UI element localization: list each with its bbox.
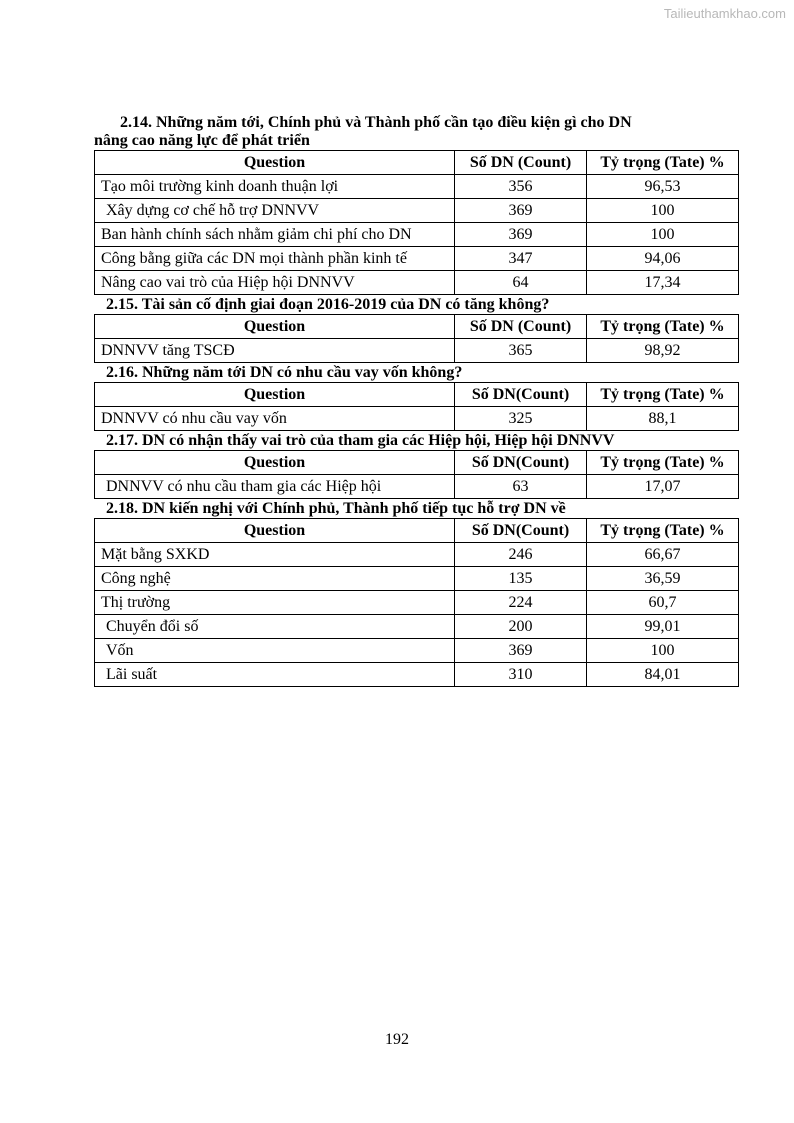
table-row — [95, 223, 739, 247]
cell-question: Nâng cao vai trò của Hiệp hội DNNVV — [95, 271, 455, 295]
cell-rate: 17,34 — [587, 271, 739, 295]
table-row — [95, 339, 739, 363]
header-question: Question — [95, 315, 455, 339]
table-row — [95, 591, 739, 615]
cell-count: 365 — [455, 339, 587, 363]
cell-question: Thị trường — [95, 591, 455, 615]
cell-count: 325 — [455, 407, 587, 431]
cell-question: Vốn — [95, 639, 455, 663]
cell-rate: 100 — [587, 199, 739, 223]
header-count: Số DN (Count) — [455, 315, 587, 339]
table-2-18 — [94, 518, 739, 687]
header-question: Question — [95, 451, 455, 475]
cell-question: Ban hành chính sách nhằm giảm chi phí cho DN — [95, 223, 455, 247]
header-count: Số DN(Count) — [455, 519, 587, 543]
cell-question: Công bằng giữa các DN mọi thành phần kinh tế — [95, 247, 455, 271]
header-question: Question — [95, 151, 455, 175]
cell-rate: 88,1 — [587, 407, 739, 431]
header-rate: Tỷ trọng (Tate) % — [587, 519, 739, 543]
cell-count: 369 — [455, 223, 587, 247]
cell-count: 356 — [455, 175, 587, 199]
cell-rate: 94,06 — [587, 247, 739, 271]
table-row — [95, 475, 739, 499]
table-row — [95, 567, 739, 591]
cell-rate: 100 — [587, 223, 739, 247]
header-rate: Tỷ trọng (Tate) % — [587, 151, 739, 175]
cell-question: Chuyển đổi số — [95, 615, 455, 639]
cell-rate: 96,53 — [587, 175, 739, 199]
table-2-15 — [94, 314, 739, 363]
heading-line-2: nâng cao năng lực để phát triển — [94, 132, 310, 149]
section-heading-2-14 — [94, 112, 738, 150]
table-2-17 — [94, 450, 739, 499]
header-rate: Tỷ trọng (Tate) % — [587, 451, 739, 475]
cell-question: Tạo môi trường kinh doanh thuận lợi — [95, 175, 455, 199]
cell-rate: 36,59 — [587, 567, 739, 591]
header-count: Số DN(Count) — [455, 451, 587, 475]
cell-count: 369 — [455, 639, 587, 663]
cell-count: 347 — [455, 247, 587, 271]
cell-question: DNNVV tăng TSCĐ — [95, 339, 455, 363]
table-row — [95, 407, 739, 431]
cell-question: DNNVV có nhu cầu vay vốn — [95, 407, 455, 431]
watermark: Tailieuthamkhao.com — [663, 6, 786, 21]
cell-count: 369 — [455, 199, 587, 223]
table-row — [95, 663, 739, 687]
table-2-16 — [94, 382, 739, 431]
cell-rate: 60,7 — [587, 591, 739, 615]
cell-question: Xây dựng cơ chế hỗ trợ DNNVV — [95, 199, 455, 223]
table-row — [95, 615, 739, 639]
table-header-row — [95, 383, 739, 407]
heading-line-1: 2.14. Những năm tới, Chính phủ và Thành phố cần tạo điều kiện gì cho DN — [120, 114, 632, 131]
header-count: Số DN(Count) — [455, 383, 587, 407]
cell-rate: 66,67 — [587, 543, 739, 567]
header-rate: Tỷ trọng (Tate) % — [587, 383, 739, 407]
table-row — [95, 639, 739, 663]
cell-question: Lãi suất — [95, 663, 455, 687]
cell-question: Mặt bằng SXKD — [95, 543, 455, 567]
section-heading-2-17: 2.17. DN có nhận thấy vai trò của tham gia các Hiệp hội, Hiệp hội DNNVV — [106, 432, 615, 449]
table-row — [95, 175, 739, 199]
header-question: Question — [95, 383, 455, 407]
cell-question: Công nghệ — [95, 567, 455, 591]
header-question: Question — [95, 519, 455, 543]
cell-count: 64 — [455, 271, 587, 295]
table-row — [95, 199, 739, 223]
table-row — [95, 247, 739, 271]
cell-count: 310 — [455, 663, 587, 687]
cell-count: 135 — [455, 567, 587, 591]
section-heading-2-18: 2.18. DN kiến nghị với Chính phủ, Thành phố tiếp tục hỗ trợ DN về — [106, 500, 566, 517]
table-header-row — [95, 451, 739, 475]
table-row — [95, 271, 739, 295]
cell-rate: 84,01 — [587, 663, 739, 687]
cell-count: 200 — [455, 615, 587, 639]
section-heading-2-16: 2.16. Những năm tới DN có nhu cầu vay vốn không? — [106, 364, 463, 381]
page-number: 192 — [385, 1031, 409, 1048]
table-header-row — [95, 315, 739, 339]
cell-count: 224 — [455, 591, 587, 615]
cell-rate: 99,01 — [587, 615, 739, 639]
document-body — [94, 112, 738, 687]
cell-rate: 100 — [587, 639, 739, 663]
header-count: Số DN (Count) — [455, 151, 587, 175]
table-header-row — [95, 519, 739, 543]
cell-question: DNNVV có nhu cầu tham gia các Hiệp hội — [95, 475, 455, 499]
section-heading-2-15: 2.15. Tài sản cố định giai đoạn 2016-2019 của DN có tăng không? — [106, 296, 550, 313]
cell-rate: 17,07 — [587, 475, 739, 499]
table-2-14 — [94, 150, 739, 295]
header-rate: Tỷ trọng (Tate) % — [587, 315, 739, 339]
table-header-row — [95, 151, 739, 175]
table-row — [95, 543, 739, 567]
cell-count: 63 — [455, 475, 587, 499]
cell-count: 246 — [455, 543, 587, 567]
cell-rate: 98,92 — [587, 339, 739, 363]
